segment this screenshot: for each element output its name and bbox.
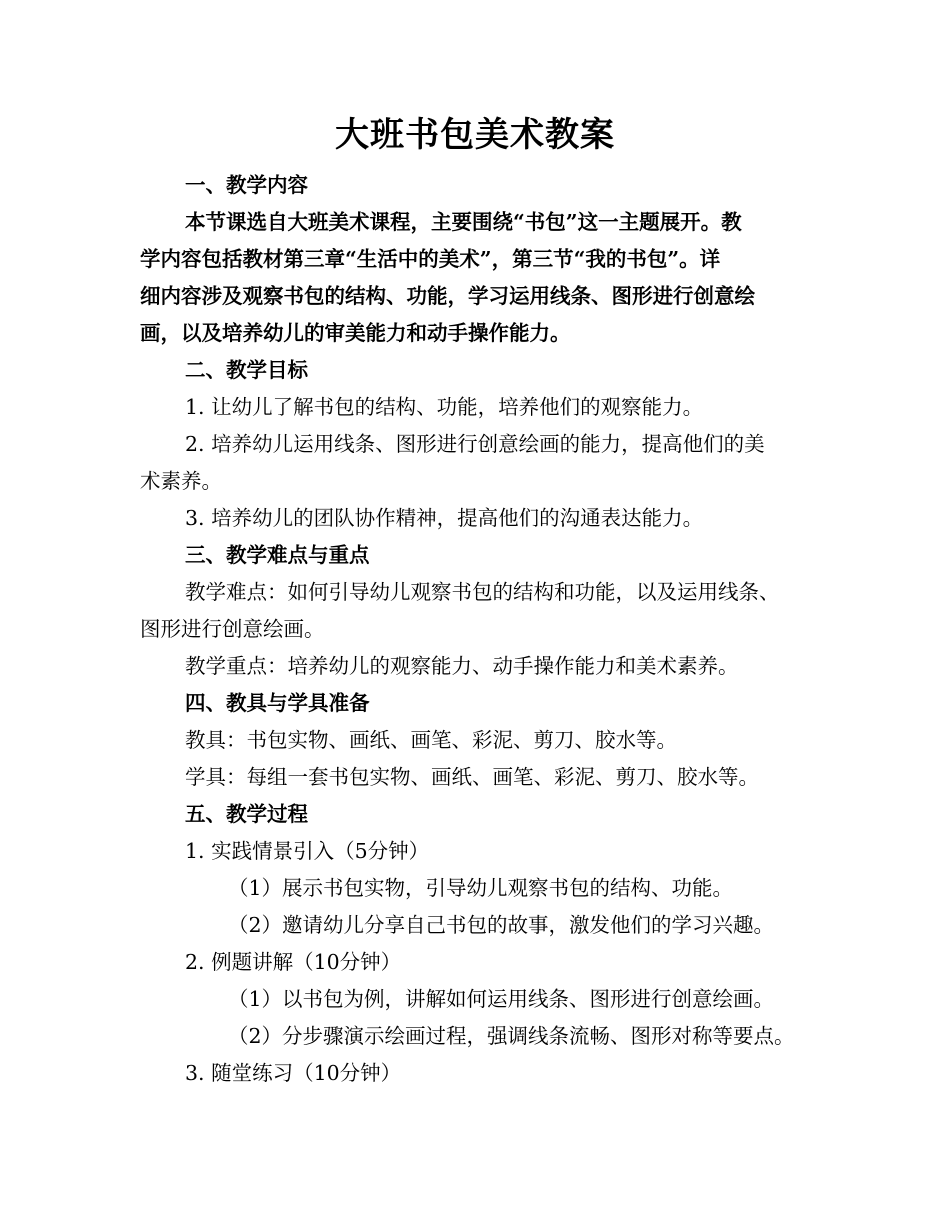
section-4-heading: 四、教具与学具准备 bbox=[185, 691, 370, 715]
section-1-paragraph-line-1: 本节课选自大班美术课程，主要围绕“书包”这一主题展开。教 bbox=[185, 210, 742, 234]
teaching-difficulty-line-2: 图形进行创意绘画。 bbox=[140, 617, 325, 641]
process-step-1: 1. 实践情景引入（5分钟） bbox=[185, 839, 430, 863]
objective-2-line-2: 术素养。 bbox=[140, 469, 222, 493]
section-1-paragraph-line-4: 画，以及培养幼儿的审美能力和动手操作能力。 bbox=[140, 321, 571, 345]
teacher-materials: 教具：书包实物、画纸、画笔、彩泥、剪刀、胶水等。 bbox=[185, 728, 677, 752]
section-1-paragraph-line-3: 细内容涉及观察书包的结构、功能，学习运用线条、图形进行创意绘 bbox=[140, 284, 755, 308]
section-1-heading: 一、教学内容 bbox=[185, 173, 308, 197]
teaching-key-point: 教学重点：培养幼儿的观察能力、动手操作能力和美术素养。 bbox=[185, 654, 739, 678]
student-materials: 学具：每组一套书包实物、画纸、画笔、彩泥、剪刀、胶水等。 bbox=[185, 765, 759, 789]
section-5-heading: 五、教学过程 bbox=[185, 802, 308, 826]
section-3-heading: 三、教学难点与重点 bbox=[185, 543, 370, 567]
objective-3: 3. 培养幼儿的团队协作精神，提高他们的沟通表达能力。 bbox=[185, 506, 704, 530]
objective-1: 1. 让幼儿了解书包的结构、功能，培养他们的观察能力。 bbox=[185, 395, 704, 419]
objective-2-line-1: 2. 培养幼儿运用线条、图形进行创意绘画的能力，提高他们的美 bbox=[185, 432, 765, 456]
section-2-heading: 二、教学目标 bbox=[185, 358, 308, 382]
teaching-difficulty-line-1: 教学难点：如何引导幼儿观察书包的结构和功能，以及运用线条、 bbox=[185, 580, 780, 604]
process-step-2: 2. 例题讲解（10分钟） bbox=[185, 950, 402, 974]
process-step-2-item-2: （2）分步骤演示绘画过程，强调线条流畅、图形对称等要点。 bbox=[228, 1024, 795, 1048]
document-title: 大班书包美术教案 bbox=[335, 115, 615, 155]
process-step-1-item-1: （1）展示书包实物，引导幼儿观察书包的结构、功能。 bbox=[228, 876, 734, 900]
process-step-2-item-1: （1）以书包为例，讲解如何运用线条、图形进行创意绘画。 bbox=[228, 987, 775, 1011]
process-step-3: 3. 随堂练习（10分钟） bbox=[185, 1061, 402, 1085]
process-step-1-item-2: （2）邀请幼儿分享自己书包的故事，激发他们的学习兴趣。 bbox=[228, 913, 775, 937]
section-1-paragraph-line-2: 学内容包括教材第三章“生活中的美术”，第三节“我的书包”。详 bbox=[140, 247, 721, 271]
